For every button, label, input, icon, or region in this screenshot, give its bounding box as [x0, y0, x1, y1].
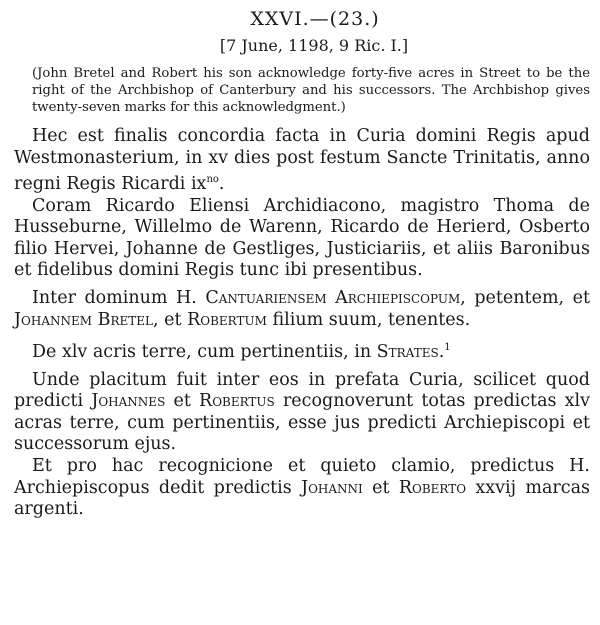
text-run: filium suum, tenentes.	[266, 309, 471, 330]
text-run: De xlv acris terre, cum pertinentiis, in	[32, 342, 377, 362]
text-run: et	[362, 477, 399, 498]
text-run: Unde placitum fuit inter eos in prefata Curia, scilicet quod predicti	[14, 369, 590, 412]
text-run: Coram Ricardo Eliensi Archidiacono, magistro Thoma de Husseburne, Willelmo de Warenn, Ricardo de Herierd, Osberto filio Hervei, Johanne de Gestliges, Justiciariis, et aliis Baronibus et fidelibus domini Regis tunc ibi presentibus.	[14, 195, 590, 281]
name-johanni: Johanni	[301, 477, 363, 498]
name-johannes: Johannem Bretel	[14, 309, 153, 330]
summary-paragraph	[14, 65, 590, 116]
text-run: , et	[152, 309, 188, 330]
text-run: .	[218, 174, 225, 195]
superscript: no	[206, 174, 219, 186]
text-run: et	[165, 391, 200, 412]
paragraph-justices	[14, 196, 590, 282]
place-name: Strates	[376, 342, 439, 362]
name-robertus: Robertus	[199, 391, 275, 412]
text-run: recognoverunt totas predictas xlv acras terre, cum pertinentiis, esse jus predicti Archiepiscopi et successorum ejus.	[14, 391, 591, 455]
charter-date: [7 June, 1198, 9 Ric. I.]	[219, 36, 409, 55]
name-archbishop: Cantuariensem Archiepiscopum	[205, 287, 461, 308]
text-run: , petentem, et	[460, 287, 590, 308]
name-robertus: Robertum	[187, 309, 267, 330]
text-run: Et pro hac recognicione et quieto clamio, predictus H. Archiepiscopus dedit predictis	[14, 455, 590, 498]
footnote-marker: 1	[444, 342, 451, 354]
text-run: xxvij marcas argenti.	[14, 477, 590, 520]
paragraph-concord	[14, 126, 590, 196]
text-run: .	[438, 342, 445, 362]
name-roberto: Roberto	[398, 477, 467, 498]
paragraph-plea	[14, 370, 590, 456]
charter-text	[14, 126, 590, 521]
paragraph-parties	[14, 288, 590, 331]
paragraph-payment	[14, 456, 590, 521]
text-run: Hec est finalis concordia facta in Curia domini Regis apud Westmonasterium, in xv dies post festum Sancte Trinitatis, anno regni Regis Ricardi ix	[14, 126, 590, 195]
charter-number-heading: XXVI.—(23.)	[250, 8, 380, 30]
name-johannes: Johannes	[91, 391, 166, 412]
paragraph-land	[14, 337, 590, 363]
summary-text: (John Bretel and Robert his son acknowledge forty-five acres in Street to be the right of the Archbishop of Canterbury and his successors. The Archbishop gives twenty-seven marks for this acknowledgment.)	[32, 66, 590, 115]
text-run: Inter dominum H.	[32, 287, 206, 308]
